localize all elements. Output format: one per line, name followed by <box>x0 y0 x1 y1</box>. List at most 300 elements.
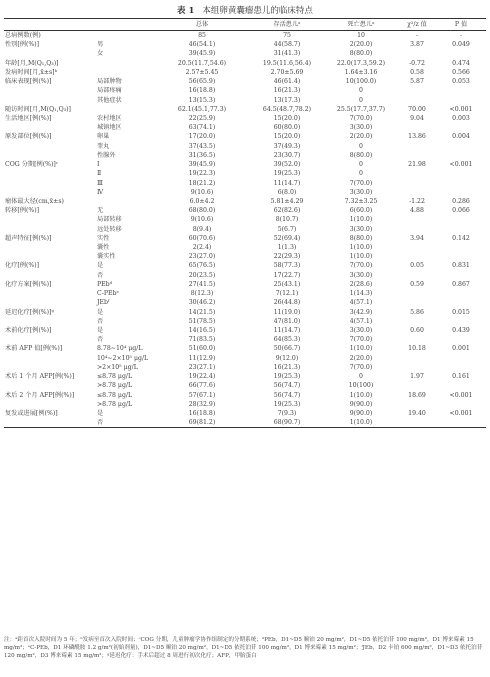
table-cell <box>398 49 436 58</box>
table-row <box>4 215 486 224</box>
table-cell: 56(65.9) <box>188 78 216 86</box>
table-cell: 0.053 <box>452 78 470 86</box>
table-row <box>4 271 486 280</box>
table-cell: 5(6.7) <box>277 225 297 233</box>
row-label: 化疗方案[例(%)] <box>5 280 52 288</box>
table-cell: 65(76.5) <box>188 262 216 270</box>
table-cell <box>398 400 436 409</box>
row-sublabel <box>96 31 154 41</box>
table-cell: 1(1.3) <box>277 244 297 252</box>
table-cell: 3.87 <box>410 41 424 49</box>
row-label: 临床表现[例(%)] <box>5 78 52 86</box>
table-cell: 16(18.8) <box>188 87 216 95</box>
table-footnote: 注：ᵃ距首次入院时间为 5 年；ᵇ发病至首次入院时间；ᶜCOG 分期，儿童肿瘤学协作组制定的分期系统；ᵈPEb，D1~D5 顺铂 20 mg/m²，D1~D5 依托泊苷 100 mg/m²，D1 博来霉素 15 mg/m²；ᵉC-PEb，D1 环磷酰胺 1.2 g/m²(初始剂量)，D1~D5 顺铂 20 mg/m²，D1~D5 依托泊苷 100 mg/m²，D1 博来霉素 15 mg/m²；ᶠJEb，D2 卡铂 600 mg/m²，D1~D3 依托泊苷 120 mg/m²，D3 博来霉素 15 mg/m²；ᵍ延迟化疗：手术后超过 8 周进行初次化疗；AFP，甲胎蛋白 <box>4 637 483 660</box>
table-cell <box>436 418 486 428</box>
table-cell: 2.57±5.45 <box>185 68 219 76</box>
row-sublabel: 城镇地区 <box>97 124 122 132</box>
table-cell: 2(2.4) <box>192 244 212 252</box>
table-cell: 0 <box>359 96 363 104</box>
table-cell <box>398 363 436 372</box>
row-sublabel: 男 <box>97 41 104 49</box>
row-label <box>4 86 96 95</box>
row-sublabel: 否 <box>96 418 154 428</box>
table-cell: -1.22 <box>409 197 425 205</box>
table-cell: 4(57.1) <box>349 317 373 325</box>
table-title <box>0 4 490 16</box>
table-row <box>4 363 486 372</box>
table-cell: - <box>415 32 419 39</box>
table-cell: 7(70.0) <box>349 363 373 371</box>
table-cell: 1(10.0) <box>349 345 373 353</box>
table-cell <box>436 151 486 160</box>
table-cell <box>436 271 486 280</box>
table-cell <box>436 335 486 344</box>
table-cell: 0 <box>359 87 363 95</box>
table-cell: 0.015 <box>452 308 470 316</box>
table-row <box>4 289 486 298</box>
table-cell: 7(70.0) <box>349 114 373 122</box>
table-cell: 3(30.0) <box>349 225 373 233</box>
table-cell: 3(42.9) <box>349 308 373 316</box>
row-sublabel: Ⅱ <box>97 170 102 178</box>
table-cell: 1(14.3) <box>349 290 373 298</box>
table-cell <box>398 381 436 390</box>
row-label: 生活地区[例(%)] <box>5 114 52 122</box>
table-row <box>4 68 486 77</box>
row-sublabel: Ⅰ <box>97 161 100 169</box>
row-label: 术前化疗[例(%)] <box>5 327 52 334</box>
column-header <box>4 19 96 31</box>
table-cell: 2(20.0) <box>349 41 373 49</box>
table-row <box>4 409 486 418</box>
table-cell <box>436 243 486 252</box>
row-sublabel <box>96 59 154 68</box>
row-label: 随访时间[月,M(Q₁,Q₃)] <box>5 105 71 113</box>
table-cell: 8(12.3) <box>190 290 214 298</box>
table-cell <box>398 151 436 160</box>
table-cell: 5.87 <box>410 78 424 86</box>
row-sublabel: 10⁴~2×10⁵ μg/L <box>97 354 149 362</box>
table-row <box>4 225 486 234</box>
table-row <box>4 160 486 169</box>
table-cell: 30(46.2) <box>188 299 216 307</box>
table-row <box>4 151 486 160</box>
row-sublabel: >2×10⁵ μg/L <box>97 363 138 371</box>
table-cell <box>436 215 486 224</box>
table-cell: 10 <box>357 32 365 39</box>
table-cell: 14(16.5) <box>188 327 216 334</box>
table-cell: 8(80.0) <box>349 151 373 159</box>
table-cell: 66(77.6) <box>188 382 216 390</box>
row-label: 瘤体最大径(cm,x̄±s) <box>5 197 64 205</box>
table-cell: 2(20.0) <box>349 354 373 362</box>
table-cell <box>398 335 436 344</box>
table-cell: 3(30.0) <box>349 188 373 196</box>
table-cell: 1(10.0) <box>349 244 373 252</box>
table-cell: 0.049 <box>452 41 470 49</box>
row-label: 年龄[月,M(Q₁,Q₃)] <box>5 59 59 67</box>
table-cell: 27(41.5) <box>188 280 216 288</box>
table-cell: 57(67.1) <box>188 391 216 399</box>
row-sublabel: 是 <box>97 262 104 270</box>
table-cell: 9.04 <box>410 114 424 122</box>
table-cell: 0.566 <box>452 68 470 76</box>
table-cell: 9(90.0) <box>349 400 373 408</box>
table-cell: 19(25.3) <box>273 373 301 381</box>
table-row <box>4 132 486 141</box>
table-cell: 60(80.0) <box>273 124 301 132</box>
table-cell <box>436 400 486 409</box>
table-cell: 5.81±4.29 <box>270 197 304 205</box>
table-cell: 26(44.8) <box>273 299 301 307</box>
table-header <box>4 19 486 31</box>
table-cell: 18.69 <box>408 391 426 399</box>
table-cell <box>398 289 436 298</box>
table-cell: 16(18.8) <box>188 409 216 417</box>
row-sublabel: 睾丸 <box>97 142 110 150</box>
row-sublabel: Ⅲ <box>97 179 103 187</box>
table-cell: 0.066 <box>452 207 470 215</box>
table-cell: 4(57.1) <box>349 299 373 307</box>
row-label: 总病例数(例) <box>5 32 41 39</box>
table-cell: 0 <box>359 170 363 178</box>
row-sublabel: 其他症状 <box>97 96 122 104</box>
table-row <box>4 372 486 381</box>
row-label: 复发或进展[例(%)] <box>5 409 58 417</box>
table-cell: 39(45.9) <box>188 161 216 169</box>
table-cell <box>436 123 486 132</box>
table-cell: 6(8.0) <box>277 188 297 196</box>
row-sublabel: 农村地区 <box>97 114 122 122</box>
table-number: 表 1 <box>177 6 195 16</box>
table-cell: 22(29.3) <box>273 253 301 261</box>
row-label <box>4 381 96 390</box>
table-cell: 23(27.0) <box>188 253 216 261</box>
table-cell: 11(12.9) <box>188 354 216 362</box>
row-sublabel: 局部肿物 <box>97 78 122 86</box>
table-cell: <0.001 <box>449 391 473 399</box>
table-cell <box>398 86 436 95</box>
table-cell: 7(9.3) <box>277 409 297 417</box>
table-cell: 19(25.3) <box>273 170 301 178</box>
table-cell: 16(21.3) <box>273 363 301 371</box>
table-cell: 25(43.1) <box>273 280 301 288</box>
row-label <box>4 418 96 428</box>
table-cell: 0.58 <box>410 68 424 76</box>
column-header: χ²/z 值 <box>398 19 436 31</box>
table-cell: 85 <box>198 32 206 39</box>
table-cell: 62(82.6) <box>273 207 301 215</box>
table-cell: 31(41.3) <box>273 50 301 58</box>
table-cell: 3(30.0) <box>349 327 373 334</box>
table-cell: 4.88 <box>410 207 424 215</box>
clinical-characteristics-table <box>4 18 486 428</box>
table-row <box>4 335 486 344</box>
table-row <box>4 391 486 400</box>
row-label <box>4 151 96 160</box>
table-cell <box>398 123 436 132</box>
table-cell <box>398 317 436 326</box>
table-row <box>4 31 486 41</box>
row-label <box>4 289 96 298</box>
table-cell: 64.5(48.7,78.2) <box>262 105 312 113</box>
row-sublabel: ≤8.78 μg/L <box>97 391 133 399</box>
table-cell <box>436 289 486 298</box>
row-sublabel: 囊实性 <box>97 253 116 261</box>
table-cell: 21.98 <box>408 161 426 169</box>
table-row <box>4 49 486 58</box>
table-cell: 8(9.4) <box>192 225 212 233</box>
table-cell: 25.5(17.7,37.7) <box>336 105 386 113</box>
table-cell: 7(12.1) <box>275 290 299 298</box>
row-label: 术后 1 个月 AFP[例(%)] <box>5 373 75 381</box>
table-cell <box>436 252 486 261</box>
table-cell: 7(70.0) <box>349 179 373 187</box>
row-sublabel: C-PEbᵉ <box>97 290 119 298</box>
table-cell: 39(52.0) <box>273 161 301 169</box>
row-sublabel: PEbᵈ <box>97 280 113 288</box>
table-row <box>4 280 486 289</box>
table-cell: 0.59 <box>410 280 424 288</box>
row-label: 原发部位[例(%)] <box>5 133 52 141</box>
table-cell: 2.70±5.69 <box>270 68 304 76</box>
row-label: 延迟化疗[例(%)]ᵍ <box>5 308 54 316</box>
row-label: 术前 AFP 值[例(%)] <box>5 345 63 353</box>
table-cell: 16(21.3) <box>273 87 301 95</box>
table-cell: 23(27.1) <box>188 363 216 371</box>
table-cell: 31(36.5) <box>188 151 216 159</box>
row-sublabel: 无 <box>97 207 104 215</box>
table-cell <box>398 188 436 197</box>
table-cell: 22.0(17.3,59.2) <box>336 59 386 67</box>
table-cell: -0.72 <box>409 59 425 67</box>
row-label <box>4 169 96 178</box>
row-label <box>4 354 96 363</box>
table-cell <box>398 169 436 178</box>
table-cell <box>436 169 486 178</box>
table-cell: 23(30.7) <box>273 151 301 159</box>
table-cell: 0.003 <box>452 114 470 122</box>
table-cell: 13(17.3) <box>273 96 301 104</box>
table-cell: 2(20.0) <box>349 133 373 141</box>
table-cell: 28(32.9) <box>188 400 216 408</box>
row-sublabel <box>96 105 154 114</box>
table-cell: 0.004 <box>452 133 470 141</box>
row-sublabel: 女 <box>97 50 104 58</box>
table-cell: 13(15.3) <box>188 96 216 104</box>
table-cell: 1.64±3.16 <box>344 68 378 76</box>
row-label <box>4 142 96 151</box>
table-cell: 0.474 <box>452 59 470 67</box>
table-cell <box>398 179 436 188</box>
table-row <box>4 96 486 105</box>
table-cell: <0.001 <box>449 409 473 417</box>
table-cell: 37(49.3) <box>273 142 301 150</box>
row-sublabel: 8.78~10⁴ μg/L <box>97 345 143 353</box>
table-cell: 60(70.6) <box>188 234 216 242</box>
table-cell: 19.5(11.6,56.4) <box>262 59 312 67</box>
table-cell: 9(12.0) <box>275 354 299 362</box>
table-cell: 2(28.6) <box>349 280 373 288</box>
table-cell <box>398 354 436 363</box>
column-header <box>96 19 154 31</box>
row-label <box>4 243 96 252</box>
table-cell: 56(74.7) <box>273 382 301 390</box>
table-cell: 19(25.3) <box>273 400 301 408</box>
row-label <box>4 123 96 132</box>
row-sublabel: >8.78 μg/L <box>97 400 133 408</box>
table-cell: 15(20.0) <box>273 133 301 141</box>
row-sublabel: 远处转移 <box>97 225 122 233</box>
row-sublabel: JEbᶠ <box>97 299 110 307</box>
table-cell: 0 <box>359 373 363 381</box>
table-row <box>4 418 486 428</box>
table-cell <box>436 381 486 390</box>
row-label: 性别[例(%)] <box>5 41 40 49</box>
table-row <box>4 326 486 335</box>
table-cell: 8(10.7) <box>275 216 299 224</box>
column-header: P 值 <box>436 19 486 31</box>
table-cell: 18(21.2) <box>188 179 216 187</box>
table-cell: 20(23.5) <box>188 271 216 279</box>
table-row <box>4 252 486 261</box>
table-row <box>4 188 486 197</box>
header-row <box>4 19 486 31</box>
table-cell: 14(21.5) <box>188 308 216 316</box>
table-cell: 15(20.0) <box>273 114 301 122</box>
table-cell: 70.00 <box>408 105 426 113</box>
table-cell: 51(78.5) <box>188 317 216 325</box>
table-body <box>4 31 486 428</box>
row-label <box>4 363 96 372</box>
table-row <box>4 77 486 86</box>
table-cell: 63(74.1) <box>188 124 216 132</box>
table-cell: 1(10.0) <box>324 418 398 428</box>
row-label <box>4 96 96 105</box>
table-cell <box>436 354 486 363</box>
table-cell: 1(10.0) <box>349 216 373 224</box>
row-label <box>4 49 96 58</box>
table-cell: 62.1(45.1,77.3) <box>177 105 227 113</box>
table-cell: 44(58.7) <box>273 41 301 49</box>
table-cell: 22(25.9) <box>188 114 216 122</box>
table-cell: 3(30.0) <box>349 124 373 132</box>
row-sublabel: 局部转移 <box>97 216 122 224</box>
row-label: 转移[例(%)] <box>5 207 40 215</box>
row-sublabel: 否 <box>97 271 104 279</box>
table-cell: 64(85.3) <box>273 336 301 344</box>
table-cell: 71(83.5) <box>188 336 216 344</box>
row-sublabel: 是 <box>97 327 104 334</box>
table-row <box>4 197 486 206</box>
table-cell: 10(100) <box>348 382 374 390</box>
table-cell: 6(60.0) <box>349 207 373 215</box>
table-cell: 1.97 <box>410 373 424 381</box>
row-label <box>4 271 96 280</box>
table-cell: 75 <box>283 32 291 39</box>
table-cell: 6.0±4.2 <box>189 197 215 205</box>
table-cell: 37(43.5) <box>188 142 216 150</box>
table-cell: 0 <box>359 142 363 150</box>
table-cell: 0.142 <box>452 234 470 242</box>
table-cell: <0.001 <box>449 105 473 113</box>
table-cell <box>398 142 436 151</box>
table-cell: 11(14.7) <box>273 179 301 187</box>
table-cell: 20.5(11.7,54.6) <box>177 59 227 67</box>
row-sublabel <box>96 197 154 206</box>
row-label: 发病时间[月,x̄±s]ᵇ <box>5 68 58 76</box>
table-row <box>4 179 486 188</box>
table-cell: 0 <box>359 161 363 169</box>
table-cell: 0.439 <box>452 327 470 334</box>
row-label: 超声特征[例(%)] <box>5 234 52 242</box>
table-cell: 50(66.7) <box>273 345 301 353</box>
table-row <box>4 317 486 326</box>
table-cell: 0.60 <box>410 327 424 334</box>
table-cell <box>398 418 436 428</box>
row-sublabel: 囊性 <box>97 244 110 252</box>
table-cell <box>398 96 436 105</box>
table-cell: 68(80.0) <box>188 207 216 215</box>
row-label: 术后 2 个月 AFP[例(%)] <box>5 391 75 399</box>
table-cell: 10.18 <box>408 345 426 353</box>
table-cell <box>436 179 486 188</box>
table-cell: 0.05 <box>410 262 424 270</box>
row-sublabel: 实性 <box>97 234 110 242</box>
row-sublabel: 卵巢 <box>97 133 110 141</box>
row-sublabel: 否 <box>97 317 104 325</box>
row-sublabel: 是 <box>97 308 104 316</box>
table-cell: 0.867 <box>452 280 470 288</box>
table-cell <box>436 142 486 151</box>
row-label <box>4 317 96 326</box>
table-cell <box>436 363 486 372</box>
table-cell: 9(90.0) <box>349 409 373 417</box>
row-sublabel: 是 <box>97 409 104 417</box>
table-cell: 58(77.3) <box>273 262 301 270</box>
table-caption: 本组卵黄囊瘤患儿的临床特点 <box>202 6 313 16</box>
table-cell: 0.161 <box>452 373 470 381</box>
row-sublabel: >8.78 μg/L <box>97 382 133 390</box>
row-label <box>4 335 96 344</box>
table-row <box>4 234 486 243</box>
table-cell <box>398 243 436 252</box>
table-cell: 1(10.0) <box>349 391 373 399</box>
table-cell: 5.86 <box>410 308 424 316</box>
row-label <box>4 215 96 224</box>
row-sublabel: ≤8.78 μg/L <box>97 373 133 381</box>
table-cell: 51(60.0) <box>188 345 216 353</box>
table-cell: 69(81.2) <box>154 418 250 428</box>
table-cell: 19(22.4) <box>188 373 216 381</box>
table-row <box>4 123 486 132</box>
table-cell: 46(54.1) <box>188 41 216 49</box>
table-cell <box>436 317 486 326</box>
table-row <box>4 298 486 307</box>
table-cell <box>398 252 436 261</box>
table-cell: 7(70.0) <box>349 262 373 270</box>
table-row <box>4 142 486 151</box>
table-cell: 47(81.0) <box>273 317 301 325</box>
row-sublabel: Ⅳ <box>97 188 104 196</box>
table-row <box>4 59 486 68</box>
table-row <box>4 344 486 353</box>
table-cell <box>436 225 486 234</box>
table-cell: 9(10.6) <box>190 216 214 224</box>
row-label <box>4 179 96 188</box>
table-cell: 13.86 <box>408 133 426 141</box>
table-row <box>4 86 486 95</box>
